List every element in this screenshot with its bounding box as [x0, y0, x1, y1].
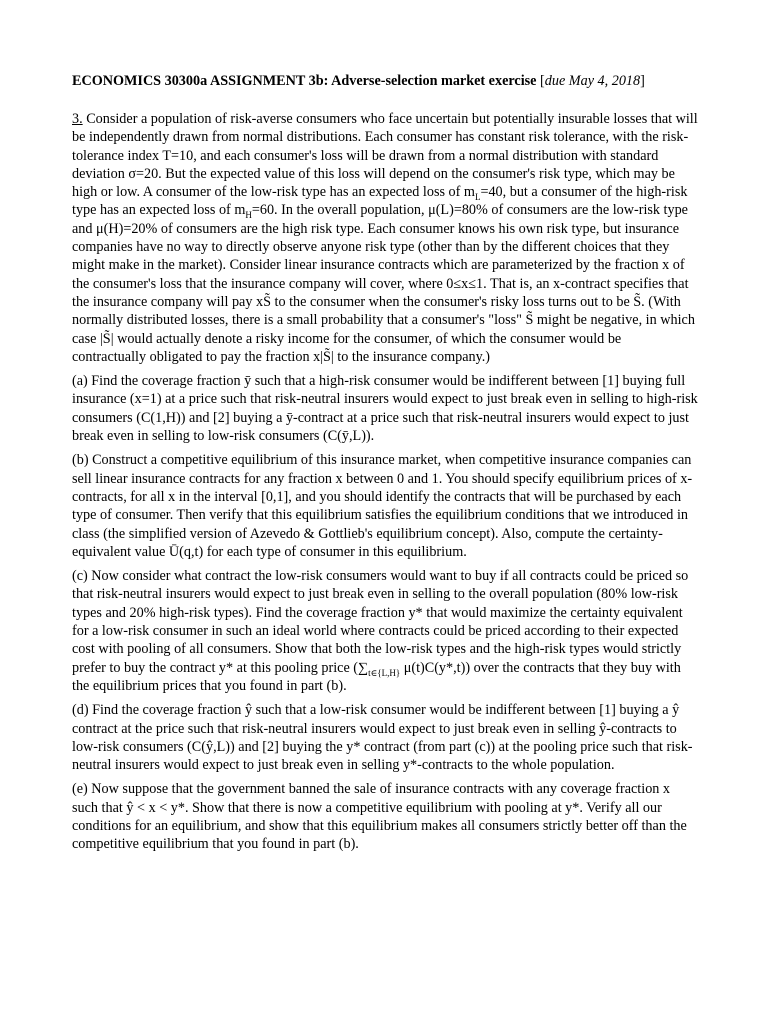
part-d: (d) Find the coverage fraction ŷ such that a low-risk consumer would be indifferent between [1] buying a ŷ contract at the price such that risk-neutral insurers would expect to just break even in selling ŷ-contracts to low-risk consumers (C(ŷ,L)) and [2] buying the y* contract (from part (c)) at the pooling price such that risk-neutral insurers would expect to just break even in selling y*-contracts to the whole population.: [72, 702, 693, 774]
problem-number: 3.: [72, 111, 83, 127]
intro-text-1: Consider a population of risk-averse consumers who face uncertain but potentially insurable losses that will be independently drawn from normal distributions. Each consumer has constant risk tolerance, with the risk-tolerance index T=10, and each consumer's loss will be drawn from a normal distribution with standard deviation σ=20. But the expected value of this loss will depend on the consumer's risk type, which may be high or low. A consumer of the low-risk type has an expected loss of m: [72, 111, 698, 201]
assignment-title: [72, 72, 698, 90]
part-a: (a) Find the coverage fraction ȳ such that a high-risk consumer would be indifferent between [1] buying full insurance (x=1) at a price such that risk-neutral insurers would expect to just break even in selling to high-risk consumers (C(1,H)) and [2] buying a ȳ-contract at a price such that risk-neutral insurers would expect to just break even in selling to low-risk consumers (C(ȳ,L)).: [72, 373, 698, 445]
due-date-open: [: [540, 73, 545, 89]
part-c-text-2: μ(t)C(y*,t)) over the contracts that they buy with the equilibrium prices that you found in part (b).: [72, 659, 681, 694]
part-b: (b) Construct a competitive equilibrium of this insurance market, when competitive insurance companies can sell linear insurance contracts for any fraction x between 0 and 1. You should specify equilibrium prices of x-contracts, for all x in the interval [0,1], and you should identify the contracts that will be purchased by each type of consumer. Then verify that this equilibrium satisfies the equilibrium conditions that we introduced in class (the simplified version of Azevedo & Gottlieb's equilibrium concept). Also, compute the certainty-equivalent value Ū(q,t) for each type of consumer in this equilibrium.: [72, 452, 693, 560]
due-date-close: ]: [640, 73, 645, 89]
part-c-subscript: t∈{L,H}: [368, 667, 401, 678]
subscript-L: L: [474, 192, 481, 203]
due-date: due May 4, 2018: [544, 73, 641, 89]
intro-text-2: =40, but a consumer of the high-risk type has an expected loss of m: [72, 184, 688, 219]
part-c-text-1: (c) Now consider what contract the low-risk consumers would want to buy if all contracts could be priced so that risk-neutral insurers would expect to just break even in selling to the overall population (80% low-risk types and 20% high-risk types). Find the coverage fraction y* that would maximize the certainty equivalent for a low-risk consumer in such an ideal world where contracts could be priced according to their expected cost with pooling of all consumers. Show that both the low-risk types and the high-risk types would strictly prefer to buy the contract y* at this pooling price (∑: [72, 568, 689, 676]
title-text: ECONOMICS 30300a ASSIGNMENT 3b: Adverse-selection market exercise: [72, 73, 537, 89]
intro-text-3: =60. In the overall population, μ(L)=80% of consumers are the low-risk type and μ(H)=20% of consumers are the high risk type. Each consumer knows his own risk type, but insurance companies have no way to directly observe anyone risk type (other than by the different choices that they might make in the market). Consider linear insurance contracts which are parameterized by the fraction x of the consumer's loss that the insurance company will cover, where 0≤x≤1. That is, an x-contract specifies that the insurance company will pay xS̃ to the consumer when the consumer's risky loss turns out to be S̃. (With normally distributed losses, there is a small probability that a consumer's "loss" S̃ might be negative, in which case |S̃| would actually denote a risky income for the consumer, of which the consumer would be contractually obligated to pay the fraction x|S̃| to the insurance company.): [72, 202, 695, 365]
subscript-H: H: [245, 210, 252, 221]
part-e: (e) Now suppose that the government banned the sale of insurance contracts with any coverage fraction x such that ŷ < x < y*. Show that there is now a competitive equilibrium with pooling at y*. Verify all our conditions for an equilibrium, and show that this equilibrium makes all consumers strictly better off than the competitive equilibrium that you found in part (b).: [72, 781, 687, 853]
problem-intro: [72, 110, 698, 366]
part-c: [72, 567, 698, 695]
